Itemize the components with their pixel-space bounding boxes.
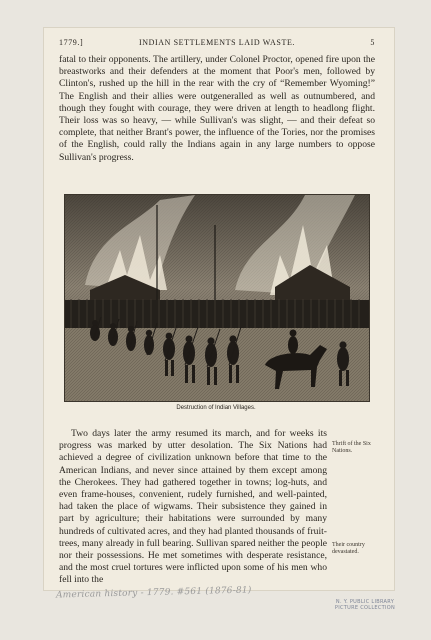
engraving-illustration: [64, 194, 370, 402]
margin-note-devastated: Their country devastated.: [332, 542, 365, 555]
running-head: [59, 38, 375, 52]
body-paragraph-2: Two days later the army resumed its march, and for weeks its progress was marked by utter desolation. The Six Nations had achieved a degree of civilization unknown before that time to the American Indians, and never since attained by them except among the Cherokees. They had gathered together in towns; log-huts, and even frame-houses, convenient, rudely furnished, and well-painted, had taken the place of wigwams. Their subsistence they gained in part by agriculture; their habitations were surrounded by many hundreds of cultivated acres, and they had planted thousands of fruit-trees, many already in full bearing. Sullivan spared neither the people nor their possessions. He met sometimes with desperate resistance, and the most cruel tortures were inflicted upon some of his men who fell into the: [59, 428, 327, 586]
running-head-year: 1779.]: [59, 38, 84, 47]
figure-caption: Destruction of Indian Villages.: [176, 405, 256, 411]
body-paragraph-1: fatal to their opponents. The artillery, under Colonel Proctor, opened fire upon the breastworks and their defenders at the moment that Poor's men, followed by Clinton's, rushed up the hill in the rear with the cry of “Remember Wyoming!” The English and their allies were outgeneralled as well as outnumbered, and though they fought with courage, they were driven at length to headlong flight. Their loss was so heavy, — while Sullivan's was slight, — and their defeat so complete, that neither Brant's power, the influence of the Tories, nor the promises of the English, could rally the Indians again in any large numbers to oppose Sullivan's progress.: [59, 54, 375, 163]
library-stamp: [328, 599, 402, 611]
margin-note-thrift: Thrift of the Six Nations.: [332, 441, 371, 454]
library-stamp-line-2: PICTURE COLLECTION: [334, 605, 396, 611]
running-head-title: INDIAN SETTLEMENTS LAID WASTE.: [138, 38, 296, 47]
library-stamp-line-1: N. Y. PUBLIC LIBRARY: [335, 599, 395, 605]
page-number: 5: [370, 38, 375, 47]
handwritten-catalog-note: American history - 1779. #561 (1876-81): [55, 585, 252, 601]
engraving-scene: [65, 195, 369, 401]
